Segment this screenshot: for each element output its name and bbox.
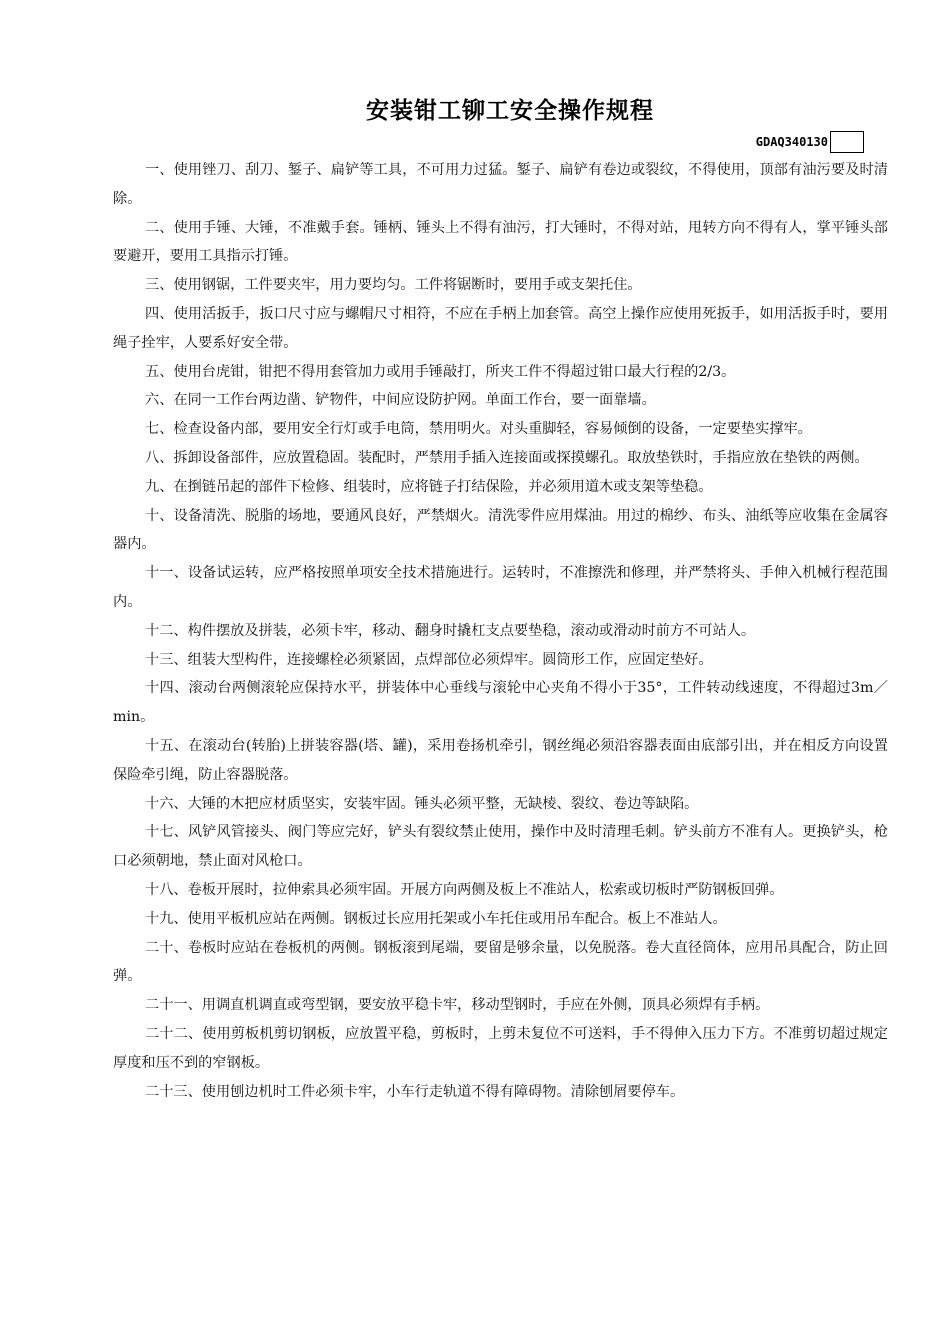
regulation-item-21: 二十一、用调直机调直或弯型钢，要安放平稳卡牢，移动型钢时，手应在外侧，顶具必须焊有手柄。 <box>145 997 770 1014</box>
regulation-item-13: 十三、组装大型构件，连接螺栓必须紧固，点焊部位必须焊牢。圆筒形工作，应固定垫好。 <box>145 651 713 668</box>
regulation-item-9: 九、在捯链吊起的部件下检修、组装时，应将链子打结保险，并必须用道木或支架等垫稳。 <box>145 478 713 495</box>
regulation-item-17: 十七、风铲风管接头、阀门等应完好，铲头有裂纹禁止使用，操作中及时清理毛刺。铲头前方不准有人。更换铲头，枪口必须朝地，禁止面对风枪口。 <box>113 824 888 870</box>
regulation-item-2: 二、使用手锤、大锤，不准戴手套。锤柄、锤头上不得有油污，打大锤时，不得对站，甩转方向不得有人，掌平锤头部要避开，要用工具指示打锤。 <box>113 219 888 265</box>
regulation-item-18: 十八、卷板开展时，拉伸索具必须牢固。开展方向两侧及板上不准站人，松索或切板时严防钢板回弹。 <box>145 881 784 898</box>
regulation-item-11: 十一、设备试运转，应严格按照单项安全技术措施进行。运转时，不准擦洗和修理，并严禁将头、手伸入机械行程范围内。 <box>113 565 888 610</box>
regulation-item-14: 十四、滚动台两侧滚轮应保持水平，拼装体中心垂线与滚轮中心夹角不得小于35°，工件转动线速度，不得超过3m／min。 <box>113 680 888 726</box>
regulation-item-19: 十九、使用平板机应站在两侧。钢板过长应用托架或小车托住或用吊车配合。板上不准站人。 <box>145 910 727 927</box>
regulation-body <box>113 156 888 1106</box>
regulation-item-3: 三、使用钢锯，工件要夹牢，用力要均匀。工件将锯断时，要用手或支架托住。 <box>145 277 642 294</box>
regulation-item-10: 十、设备清洗、脱脂的场地，要通风良好，严禁烟火。清洗零件应用煤油。用过的棉纱、布头、油纸等应收集在金属容器内。 <box>113 507 888 553</box>
regulation-item-8: 八、拆卸设备部件，应放置稳固。装配时，严禁用手插入连接面或探摸螺孔。取放垫铁时，手指应放在垫铁的两侧。 <box>145 449 869 466</box>
regulation-item-5: 五、使用台虎钳，钳把不得用套管加力或用手锤敲打，所夹工件不得超过钳口最大行程的2/3。 <box>145 363 736 380</box>
document-code-box <box>830 131 864 153</box>
document-code: GDAQ340130 <box>755 135 828 149</box>
document-code-row <box>756 130 864 154</box>
regulation-item-6: 六、在同一工作台两边凿、铲物件，中间应设防护网。单面工作台，要一面靠墙。 <box>145 392 656 409</box>
regulation-item-12: 十二、构件摆放及拼装，必须卡牢，移动、翻身时撬杠支点要垫稳，滚动或滑动时前方不可站人。 <box>145 622 756 639</box>
regulation-item-4: 四、使用活扳手，扳口尺寸应与螺帽尺寸相符，不应在手柄上加套管。高空上操作应使用死扳手，如用活扳手时，要用绳子拴牢，人要系好安全带。 <box>113 305 888 351</box>
regulation-item-23: 二十三、使用刨边机时工件必须卡牢，小车行走轨道不得有障碍物。清除刨屑要停车。 <box>145 1083 685 1100</box>
regulation-item-22: 二十二、使用剪板机剪切钢板，应放置平稳，剪板时，上剪未复位不可送料，手不得伸入压力下方。不准剪切超过规定厚度和压不到的窄钢板。 <box>113 1025 888 1071</box>
regulation-item-20: 二十、卷板时应站在卷板机的两侧。钢板滚到尾端，要留是够余量，以免脱落。卷大直径筒体，应用吊具配合，防止回弹。 <box>113 939 888 985</box>
regulation-item-16: 十六、大锤的木把应材质坚实，安装牢固。锤头必须平整，无缺棱、裂纹、卷边等缺陷。 <box>145 795 699 812</box>
regulation-item-15: 十五、在滚动台(转胎)上拼装容器(塔、罐)，采用卷扬机牵引，钢丝绳必须沿容器表面由底部引出，并在相反方向设置保险牵引绳，防止容器脱落。 <box>113 737 888 783</box>
regulation-item-1: 一、使用锉刀、刮刀、錾子、扁铲等工具，不可用力过猛。錾子、扁铲有卷边或裂纹，不得使用，顶部有油污要及时清除。 <box>113 162 888 207</box>
document-title: 安装钳工铆工安全操作规程 <box>366 98 654 124</box>
regulation-item-7: 七、检查设备内部，要用安全行灯或手电筒，禁用明火。对头重脚轻，容易倾倒的设备，一定要垫实撑牢。 <box>145 421 812 438</box>
